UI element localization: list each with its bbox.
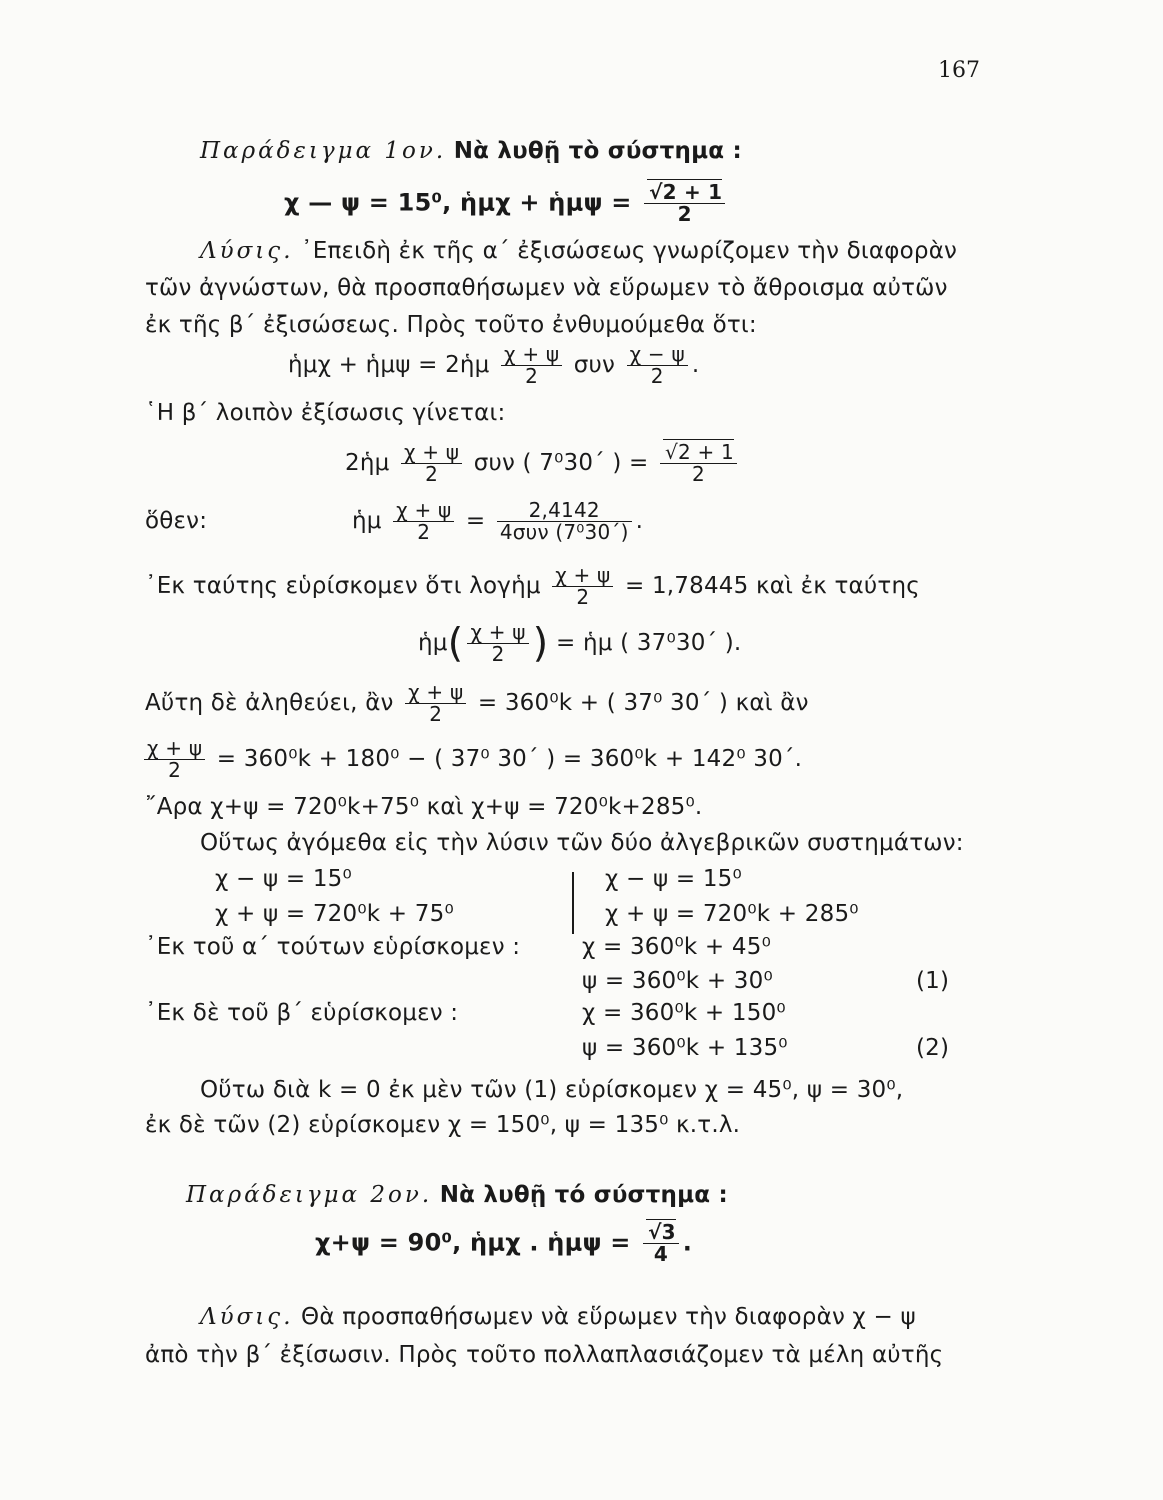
solution-label: Λύσις. <box>200 238 294 264</box>
example-1-heading <box>200 138 742 164</box>
fraction: $\frac{\chi + \psi}{2}$ <box>501 344 562 387</box>
system-fraction <box>644 182 725 225</box>
line-log <box>145 565 920 608</box>
solution-a-label: ᾿Εκ τοῦ α΄ τούτων εὑρίσκομεν : <box>145 934 521 960</box>
fraction: $\frac{\chi + \psi}{2}$ <box>401 442 462 485</box>
example-2-task: Νὰ λυθῇ τό σύστημα : <box>439 1182 728 1208</box>
system-b-eq-2: χ + ψ = 720⁰k + 285⁰ <box>605 901 859 927</box>
conclusion-line-1: Οὕτω διὰ k = 0 ἐκ μὲν τῶν (1) εὑρίσκομεν χ = 45⁰, ψ = 30⁰, <box>200 1077 904 1103</box>
fraction: $\frac{\chi + \psi}{2}$ <box>405 682 466 725</box>
system-a-eq-2: χ + ψ = 720⁰k + 75⁰ <box>215 901 454 927</box>
line-holds-if <box>145 682 809 725</box>
formula-4: ἡμ( $\frac{\chi + \psi}{2}$ ) = ἡμ ( 37⁰30΄ ). <box>418 620 742 667</box>
example-1-system <box>284 182 729 225</box>
example-2-system: χ+ψ = 90⁰, ἡμχ . ἡμψ = $\frac{√3}{4}$ . <box>315 1220 693 1266</box>
fraction: $\frac{\chi + \psi}{2}$ <box>467 622 528 665</box>
line-therefore: ῎Αρα χ+ψ = 720⁰k+75⁰ καὶ χ+ψ = 720⁰k+285⁰. <box>145 794 703 820</box>
fraction-denominator: 2 <box>677 202 692 226</box>
solution-a-x: χ = 360⁰k + 45⁰ <box>582 934 771 960</box>
paragraph-text: Θὰ προσπαθήσωμεν νὰ εὕρωμεν τὴν διαφορὰν χ − ψ <box>301 1304 916 1330</box>
solution-2-line-2: ἀπὸ τὴν β΄ ἐξίσωσιν. Πρὸς τοῦτο πολλαπλασιάζομεν τὰ μέλη αὐτῆς <box>145 1342 944 1368</box>
solution-1-line-3: ἐκ τῆς β΄ ἐξισώσεως. Πρὸς τοῦτο ἐνθυμούμεθα ὅτι: <box>145 312 757 338</box>
line-k <box>140 738 802 781</box>
solution-b-y: ψ = 360⁰k + 135⁰ <box>582 1035 788 1061</box>
solution-b-label: ᾿Εκ δὲ τοῦ β΄ εὑρίσκομεν : <box>145 1000 459 1026</box>
solution-b-x: χ = 360⁰k + 150⁰ <box>582 1000 786 1026</box>
formula-3-label: ὅθεν: <box>145 508 208 534</box>
line-equation-becomes: ῾Η β΄ λοιπὸν ἐξίσωσις γίνεται: <box>145 400 506 426</box>
solution-1-line-1 <box>200 238 957 264</box>
fraction: $\frac{\chi - \psi}{2}$ <box>627 344 688 387</box>
formula-left: ἡμ <box>418 630 448 656</box>
text: = 360⁰k + 180⁰ − ( 37⁰ 30΄ ) = 360⁰k + 142⁰ 30΄. <box>216 746 803 772</box>
fraction: $\frac{\chi + \psi}{2}$ <box>144 738 205 781</box>
system-b-eq-1: χ − ψ = 15⁰ <box>605 866 742 892</box>
equation-tag-1: (1) <box>916 968 950 994</box>
text: = 360⁰k + ( 37⁰ 30΄ ) καὶ ἂν <box>477 690 809 716</box>
system-a-eq-1: χ − ψ = 15⁰ <box>215 866 352 892</box>
system-divider <box>572 872 574 934</box>
formula-3: ἡμ $\frac{\chi + \psi}{2}$ = $\frac{2,4142}{\text{4συν (7⁰30΄)}}$ . <box>352 498 644 544</box>
solution-label: Λύσις. <box>200 1304 294 1330</box>
fraction: $\frac{2,4142}{\text{4συν (7⁰30΄)}}$ <box>497 500 632 543</box>
page-number: 167 <box>938 58 980 83</box>
formula-left: ἡμχ + ἡμψ = 2ἡμ <box>288 352 490 378</box>
text: Αὔτη δὲ ἀληθεύει, ἂν <box>145 690 394 716</box>
equation-tag-2: (2) <box>916 1035 950 1061</box>
fraction-numerator: √2 + 1 <box>644 182 725 204</box>
formula-left: 2ἡμ <box>345 450 390 476</box>
text: ᾿Εκ ταύτης εὑρίσκομεν ὅτι λογἡμ <box>145 573 541 599</box>
formula-right: = ἡμ ( 37⁰30΄ ). <box>555 630 742 656</box>
system-fraction <box>643 1222 679 1265</box>
fraction-denominator: 4 <box>653 1242 669 1266</box>
conclusion-line-2: ἐκ δὲ τῶν (2) εὑρίσκομεν χ = 150⁰, ψ = 135⁰ κ.τ.λ. <box>145 1112 741 1138</box>
example-2-heading <box>186 1182 728 1208</box>
solution-a-y: ψ = 360⁰k + 30⁰ <box>582 968 773 994</box>
formula-middle: συν ( 7⁰30΄ ) = <box>473 450 649 476</box>
system-equation: χ+ψ = 90⁰, ἡμχ . ἡμψ = <box>315 1228 631 1257</box>
system-equation: χ — ψ = 15⁰, ἡμχ + ἡμψ = <box>284 188 632 217</box>
fraction-numerator: √3 <box>643 1222 679 1244</box>
fraction: $\frac{√2 + 1}{2}$ <box>660 442 737 485</box>
line-systems: Οὕτως ἀγόμεθα εἰς τὴν λύσιν τῶν δύο ἀλγεβρικῶν συστημάτων: <box>200 830 964 856</box>
formula-2 <box>345 442 741 485</box>
paragraph-text: ᾿Επειδὴ ἐκ τῆς α΄ ἐξισώσεως γνωρίζομεν τὴν διαφορὰν <box>301 238 958 264</box>
fraction: $\frac{\chi + \psi}{2}$ <box>552 565 613 608</box>
example-1-label: Παράδειγμα 1ον. <box>200 138 447 164</box>
solution-1-line-2: τῶν ἀγνώστων, θὰ προσπαθήσωμεν νὰ εὕρωμεν τὸ ἄθροισμα αὐτῶν <box>145 275 948 301</box>
text: = 1,78445 καὶ ἐκ ταύτης <box>624 573 920 599</box>
formula-sum-to-product: ἡμχ + ἡμψ = 2ἡμ $\frac{\chi + \psi}{2}$ συν $\frac{\chi - \psi}{2}$ . <box>288 342 700 388</box>
formula-left: ἡμ <box>352 508 382 534</box>
fraction: $\frac{\chi + \psi}{2}$ <box>393 500 454 543</box>
example-2-label: Παράδειγμα 2ον. <box>186 1182 433 1208</box>
formula-middle: συν <box>573 352 616 378</box>
equals-sign: = <box>465 508 486 534</box>
example-1-task: Νὰ λυθῇ τὸ σύστημα : <box>453 138 742 164</box>
solution-2-line-1 <box>200 1304 916 1330</box>
